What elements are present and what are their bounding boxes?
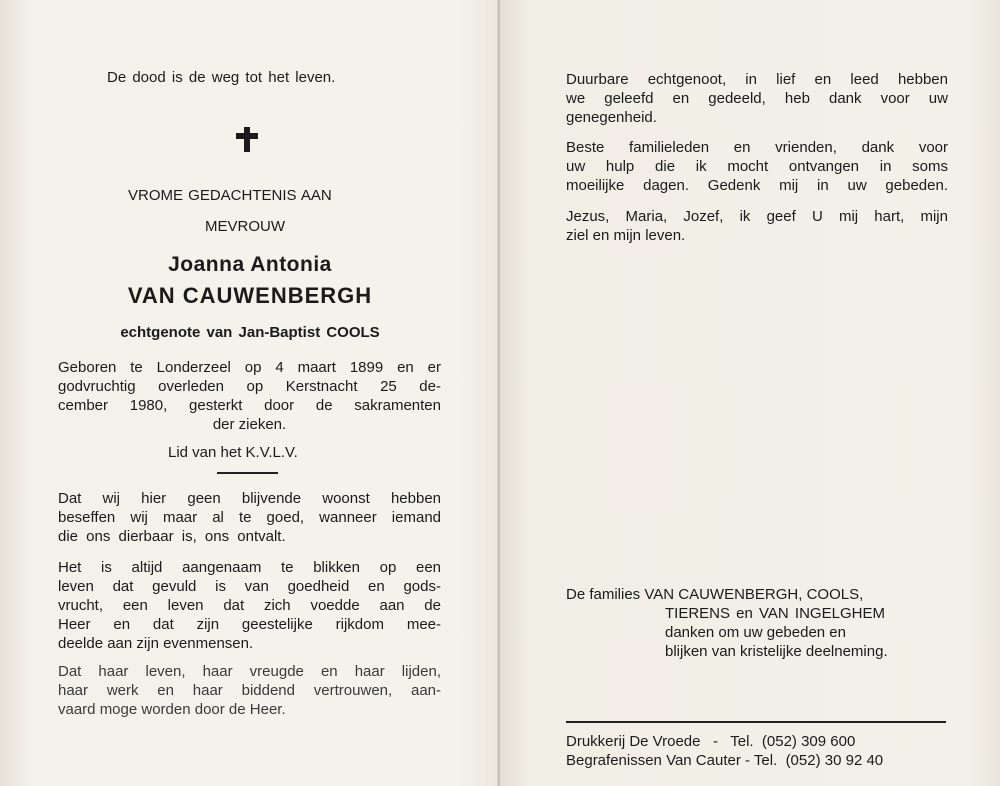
paragraph-line: moeilijke dagen. Gedenk mij in uw gebeden. [566, 177, 948, 194]
paragraph-line: Dat wij hier geen blijvende woonst hebben [58, 490, 441, 507]
paragraph-line: der zieken. [212, 416, 287, 433]
paragraph-line: die ons dierbaar is, ons ontvalt. [58, 528, 286, 545]
paragraph-line: vaard moge worden door de Heer. [58, 701, 286, 718]
honorific: MEVROUW [205, 218, 285, 235]
cross-icon [233, 125, 261, 153]
paragraph-line: Heer en dat zijn geestelijke rijkdom mee- [58, 616, 441, 633]
paragraph-line: cember 1980, gesterkt door de sakramenten [58, 397, 441, 414]
deceased-first-names: Joanna Antonia [168, 253, 332, 276]
undertaker-line: Begrafenissen Van Cauter - Tel. (052) 30 92 40 [566, 752, 884, 769]
paragraph-line: genegenheid. [566, 109, 657, 126]
paragraph-line: Duurbare echtgenoot, in lief en leed hebben [566, 71, 948, 88]
paragraph-line: deelde aan zijn evenmensen. [58, 635, 254, 652]
right-card-page [500, 0, 1000, 786]
farewell-paragraph-3 [566, 207, 948, 245]
reflection-paragraph-3 [58, 662, 441, 719]
spouse-line: echtgenote van Jan-Baptist COOLS [120, 324, 380, 341]
thanks-line-1: De families VAN CAUWENBERGH, COOLS, [566, 586, 864, 603]
thanks-line-4: blijken van kristelijke deelneming. [665, 643, 888, 660]
paragraph-line: beseffen wij maar al te goed, wanneer iemand [58, 509, 441, 526]
paragraph-line: vrucht, een leven dat zich voedde aan de [58, 597, 441, 614]
printer-line: Drukkerij De Vroede - Tel. (052) 309 600 [566, 733, 856, 750]
paragraph-line: ziel en mijn leven. [566, 227, 686, 244]
birth-death-paragraph [58, 358, 441, 434]
farewell-paragraph-2 [566, 138, 948, 195]
footer-separator [566, 721, 946, 723]
reflection-paragraph-2 [58, 558, 441, 653]
paragraph-line: Jezus, Maria, Jozef, ik geef U mij hart, mijn [566, 208, 948, 225]
reflection-paragraph-1 [58, 489, 441, 546]
paragraph-line: Geboren te Londerzeel op 4 maart 1899 en er [58, 359, 441, 376]
paragraph-line: haar werk en haar biddend vertrouwen, aan- [58, 682, 441, 699]
paragraph-line: godvruchtig overleden op Kerstnacht 25 de- [58, 378, 441, 395]
deceased-surname: VAN CAUWENBERGH [127, 283, 373, 308]
paragraph-line: Dat haar leven, haar vreugde en haar lijden, [58, 663, 441, 680]
motto: De dood is de weg tot het leven. [107, 69, 336, 86]
paragraph-line: Beste familieleden en vrienden, dank voor [566, 139, 948, 156]
paragraph-line: Het is altijd aangenaam te blikken op een [58, 559, 441, 576]
membership: Lid van het K.V.L.V. [168, 444, 298, 461]
separator-line [217, 472, 278, 474]
paragraph-line: we geleefd en gedeeld, heb dank voor uw [566, 90, 948, 107]
memorial-heading: VROME GEDACHTENIS AAN [128, 187, 332, 204]
paragraph-line: leven dat gevuld is van goedheid en gods- [58, 578, 441, 595]
farewell-paragraph-1 [566, 70, 948, 127]
thanks-line-3: danken om uw gebeden en [665, 624, 846, 641]
thanks-line-2: TIERENS en VAN INGELGHEM [665, 605, 885, 622]
paragraph-line: uw hulp die ik mocht ontvangen in soms [566, 158, 948, 175]
